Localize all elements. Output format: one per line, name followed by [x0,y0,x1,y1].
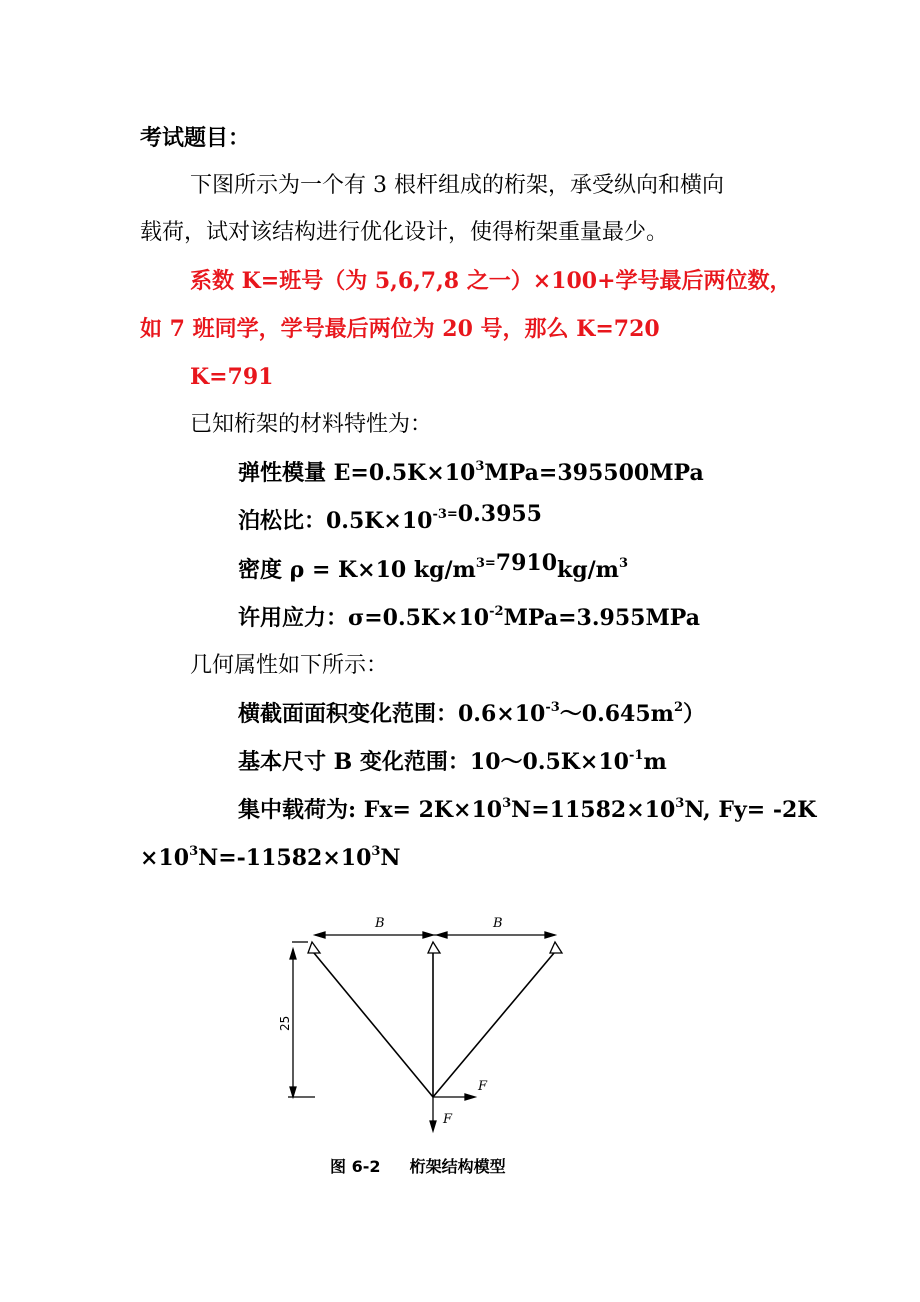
area-label: 横截面面积变化范围：0.6×10 [238,701,546,727]
support-middle [428,942,440,953]
material-heading: 已知桁架的材料特性为： [190,412,433,437]
intro-line-2: 载荷，试对该结构进行优化设计，使得桁架重量最少。 [140,220,669,245]
truss-bar-right [433,953,554,1097]
elastic-exp: 3 [475,458,485,474]
force-horizontal-arrow [465,1094,475,1100]
base-unit: m [643,749,667,775]
area-range [238,699,705,729]
load-line2-a: ×10 [140,845,190,871]
load-exp-3: 3 [189,843,199,859]
load-line2-b: N=-11582×10 [198,845,372,871]
area-close: ） [683,701,706,727]
load-exp-2: 3 [675,795,685,811]
elastic-modulus [238,458,704,488]
load-line2-c: N [380,845,401,871]
poisson-ratio [238,501,542,536]
load-mid-2: N, Fy= -2K [684,797,817,823]
base-size-range [238,747,667,777]
density [238,550,628,585]
load-exp-4: 3 [371,843,381,859]
density-exp: 3= [475,555,496,571]
stress-rest: MPa=3.955MPa [503,605,701,631]
figure-caption [330,1154,506,1177]
poisson-value: 0.3955 [457,501,542,527]
load-exp-1: 3 [502,795,512,811]
area-exp: -3 [545,699,560,715]
dimension-arrow-bottom [290,1087,296,1097]
caption-title: 桁架结构模型 [409,1157,506,1176]
intro-line-1: 下图所示为一个有 3 根杆组成的桁架，承受纵向和横向 [190,173,724,198]
load-mid: N=11582×10 [511,797,676,823]
exam-heading: 考试题目： [140,125,251,151]
load-label: 集中载荷为: Fx= 2K×10 [238,797,503,823]
density-label: 密度 ρ = K×10 kg/m [238,557,476,583]
poisson-label: 泊松比：0.5K×10 [238,508,433,534]
poisson-exp: -3= [432,506,458,522]
base-label: 基本尺寸 B 变化范围：10～0.5K×10 [238,749,629,775]
coefficient-line-2: 如 7 班同学，学号最后两位为 20 号，那么 K=720 [140,316,660,342]
k-value: K=791 [190,364,274,390]
dimension-b-left-label: B [375,916,385,931]
dimension-arrow-top [290,949,296,959]
density-unit: kg/m [557,557,619,583]
stress-exp: -2 [489,603,504,619]
dimension-height-label: 25 [278,1015,292,1031]
force-vertical-arrow [430,1121,436,1131]
dimension-arrow-mid-left [423,932,433,938]
support-left [308,942,320,953]
geometry-heading: 几何属性如下所示： [190,653,389,678]
force-horizontal-label: F [478,1079,488,1094]
dimension-arrow-left [315,932,325,938]
area-unit-exp: 2 [673,699,683,715]
area-rest: ～0.645m [559,701,674,727]
coefficient-line-1: 系数 K=班号（为 5,6,7,8 之一）×100+学号最后两位数， [190,268,792,294]
stress-label: 许用应力：σ=0.5K×10 [238,605,490,631]
density-value: 7910 [495,550,557,576]
elastic-rest: MPa=395500MPa [484,460,704,486]
dimension-arrow-right [545,932,555,938]
truss-bar-left [314,953,433,1097]
force-vertical-label: F [443,1112,453,1127]
load-line-2 [140,843,401,873]
truss-diagram [280,905,600,1145]
base-exp: -1 [628,747,644,763]
load-line-1 [238,795,816,825]
caption-number: 图 6-2 [330,1157,381,1176]
dimension-b-right-label: B [493,916,503,931]
density-unit-exp: 3 [618,555,628,571]
allowable-stress [238,603,700,633]
elastic-label: 弹性模量 E=0.5K×10 [238,460,476,486]
support-right [550,942,562,953]
dimension-arrow-mid-right [437,932,447,938]
